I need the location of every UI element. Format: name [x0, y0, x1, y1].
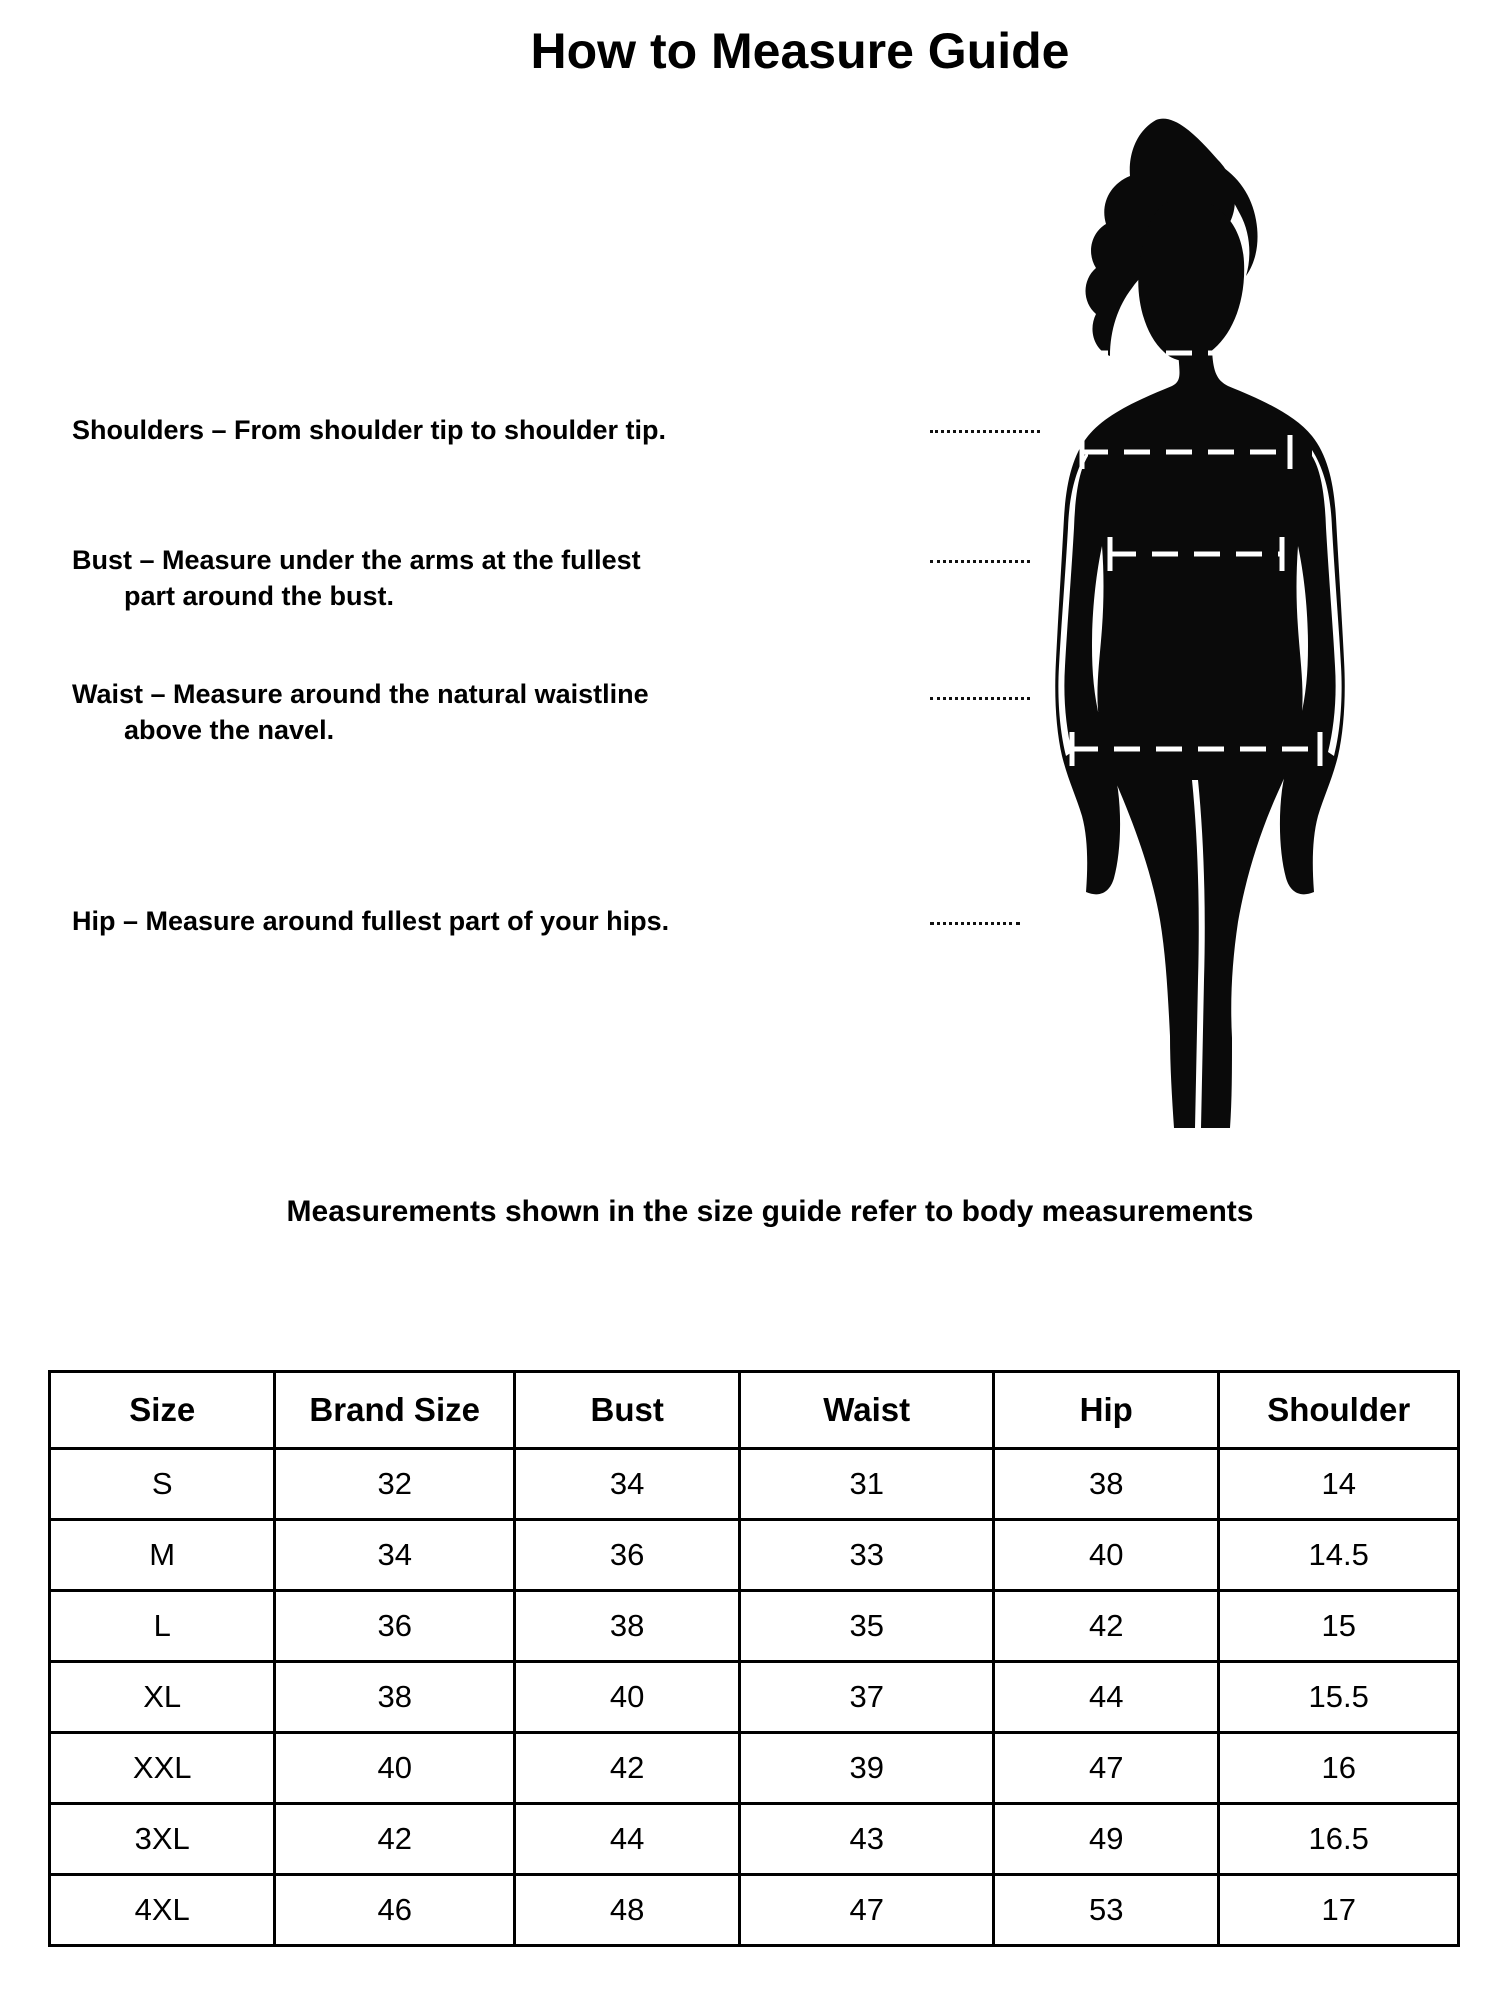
column-header-size: Size [50, 1372, 275, 1449]
column-header-shoulder: Shoulder [1219, 1372, 1459, 1449]
cell-hip: 40 [994, 1520, 1219, 1591]
cell-waist: 39 [740, 1733, 994, 1804]
cell-bust: 44 [514, 1804, 739, 1875]
cell-bust: 48 [514, 1875, 739, 1946]
cell-shoulder: 15.5 [1219, 1662, 1459, 1733]
cell-waist: 31 [740, 1449, 994, 1520]
callout-waist [72, 676, 952, 749]
cell-size: M [50, 1520, 275, 1591]
column-header-brand-size: Brand Size [275, 1372, 515, 1449]
cell-brand-size: 36 [275, 1591, 515, 1662]
table-row [50, 1591, 1459, 1662]
cell-size: 4XL [50, 1875, 275, 1946]
table-row [50, 1449, 1459, 1520]
cell-shoulder: 17 [1219, 1875, 1459, 1946]
table-header-row [50, 1372, 1459, 1449]
cell-brand-size: 40 [275, 1733, 515, 1804]
callout-waist-line2: above the navel. [124, 715, 335, 746]
callout-shoulders [72, 412, 932, 448]
cell-size: XL [50, 1662, 275, 1733]
cell-brand-size: 42 [275, 1804, 515, 1875]
table-row [50, 1520, 1459, 1591]
cell-shoulder: 16.5 [1219, 1804, 1459, 1875]
cell-bust: 36 [514, 1520, 739, 1591]
column-header-bust: Bust [514, 1372, 739, 1449]
cell-hip: 42 [994, 1591, 1219, 1662]
cell-hip: 49 [994, 1804, 1219, 1875]
cell-waist: 33 [740, 1520, 994, 1591]
size-chart [48, 1370, 1460, 1947]
column-header-waist: Waist [740, 1372, 994, 1449]
cell-brand-size: 38 [275, 1662, 515, 1733]
callout-hip [72, 903, 952, 939]
silhouette-shape [1055, 119, 1345, 1128]
page-title: How to Measure Guide [530, 23, 1070, 79]
cell-hip: 44 [994, 1662, 1219, 1733]
callout-waist-line1: Waist – Measure around the natural waistline [72, 679, 649, 709]
callout-bust-line1: Bust – Measure under the arms at the fullest [72, 545, 641, 575]
body-silhouette-figure [960, 80, 1440, 1160]
cell-shoulder: 15 [1219, 1591, 1459, 1662]
cell-waist: 37 [740, 1662, 994, 1733]
cell-shoulder: 14 [1219, 1449, 1459, 1520]
cell-shoulder: 16 [1219, 1733, 1459, 1804]
table-row [50, 1662, 1459, 1733]
table-row [50, 1804, 1459, 1875]
cell-size: 3XL [50, 1804, 275, 1875]
cell-size: XXL [50, 1733, 275, 1804]
leader-bust-icon [930, 560, 1030, 563]
cell-size: S [50, 1449, 275, 1520]
cell-bust: 42 [514, 1733, 739, 1804]
callout-bust [72, 542, 932, 615]
cell-hip: 38 [994, 1449, 1219, 1520]
cell-waist: 47 [740, 1875, 994, 1946]
column-header-hip: Hip [994, 1372, 1219, 1449]
cell-hip: 53 [994, 1875, 1219, 1946]
cell-bust: 38 [514, 1591, 739, 1662]
table-row [50, 1733, 1459, 1804]
leader-hip-icon [930, 922, 1020, 925]
cell-bust: 34 [514, 1449, 739, 1520]
body-measurement-note: Measurements shown in the size guide refer to body measurements [286, 1195, 1254, 1228]
cell-brand-size: 34 [275, 1520, 515, 1591]
cell-brand-size: 32 [275, 1449, 515, 1520]
size-table [48, 1370, 1460, 1947]
cell-shoulder: 14.5 [1219, 1520, 1459, 1591]
cell-bust: 40 [514, 1662, 739, 1733]
cell-size: L [50, 1591, 275, 1662]
cell-waist: 35 [740, 1591, 994, 1662]
cell-brand-size: 46 [275, 1875, 515, 1946]
cell-hip: 47 [994, 1733, 1219, 1804]
leader-shoulders-icon [930, 430, 1040, 433]
table-row [50, 1875, 1459, 1946]
leader-waist-icon [930, 697, 1030, 700]
callout-shoulders-line1: Shoulders – From shoulder tip to shoulder tip. [72, 415, 667, 445]
cell-waist: 43 [740, 1804, 994, 1875]
callout-hip-line1: Hip – Measure around fullest part of your hips. [72, 906, 670, 936]
callout-bust-line2: part around the bust. [124, 581, 394, 612]
